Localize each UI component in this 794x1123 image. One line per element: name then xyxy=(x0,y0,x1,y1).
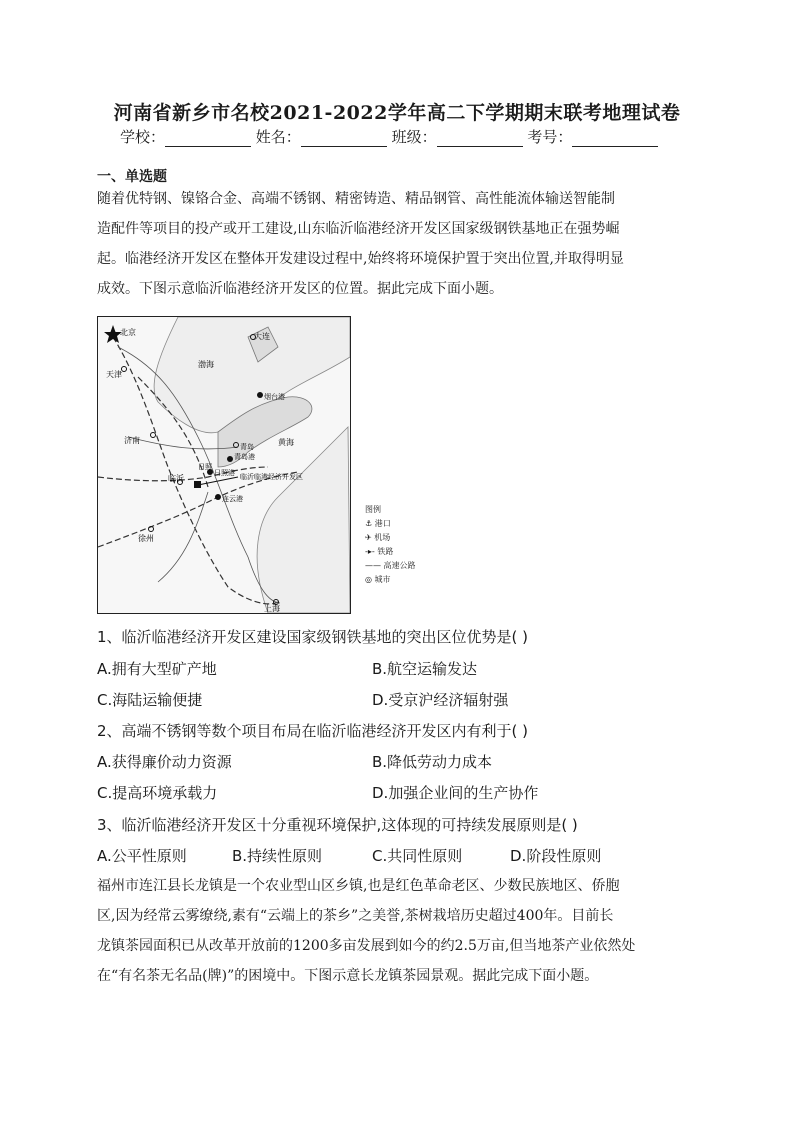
passage-2 xyxy=(97,871,697,991)
q1-option-d[interactable]: D.受京沪经济辐射强 xyxy=(372,691,509,709)
yellow-sea xyxy=(257,427,350,613)
name-label: 姓名： xyxy=(255,128,301,146)
class-blank[interactable] xyxy=(437,130,523,147)
question-1: 1、临沂临港经济开发区建设国家级钢铁基地的突出区位优势是( ) xyxy=(97,628,529,646)
city-dot-icon xyxy=(151,433,156,438)
legend-title: 图例 xyxy=(365,505,381,514)
q1-option-c[interactable]: C.海陆运输便捷 xyxy=(97,691,203,709)
q2-option-b[interactable]: B.降低劳动力成本 xyxy=(372,753,493,771)
airplane-icon: ✈ xyxy=(365,533,375,542)
legend-port: ⚓ 港口 xyxy=(365,519,391,528)
label-linyi: 临沂 xyxy=(168,474,184,483)
label-jinan: 济南 xyxy=(124,436,140,445)
label-shanghai: 上海 xyxy=(264,604,280,613)
school-blank[interactable] xyxy=(165,130,251,147)
port-icon xyxy=(227,456,233,462)
railway-symbol-icon: -▸- xyxy=(365,547,378,556)
expressway-symbol-icon: —— xyxy=(365,561,384,570)
exam-number-blank[interactable] xyxy=(572,130,658,147)
legend-airport: ✈ 机场 xyxy=(365,533,391,542)
label-rizhao: 日照 xyxy=(198,463,212,471)
passage-line: 造配件等项目的投产或开工建设,山东临沂临港经济开发区国家级钢铁基地正在强势崛 xyxy=(97,221,620,237)
label-lianyungang: 连云港 xyxy=(222,495,243,503)
q3-option-a[interactable]: A.公平性原则 xyxy=(97,847,187,865)
name-blank[interactable] xyxy=(301,130,387,147)
legend-railway: -▸- 铁路 xyxy=(365,547,394,556)
q3-option-c[interactable]: C.共同性原则 xyxy=(372,847,463,865)
label-bohai: 渤海 xyxy=(198,360,214,369)
q1-option-a[interactable]: A.拥有大型矿产地 xyxy=(97,660,217,678)
q3-option-d[interactable]: D.阶段性原则 xyxy=(510,847,602,865)
label-qingdaogang: 青岛港 xyxy=(234,453,255,461)
label-yantai: 烟台港 xyxy=(264,393,285,401)
label-huanghai: 黄海 xyxy=(278,438,294,447)
label-rizhaogang: 日照港 xyxy=(214,469,235,477)
legend-city: ◎ 城市 xyxy=(365,575,391,584)
legend-expressway: —— 高速公路 xyxy=(365,561,416,570)
passage-line: 龙镇茶园面积已从改革开放前的1200多亩发展到如今的约2.5万亩,但当地茶产业依然处 xyxy=(97,938,636,954)
label-tianjin: 天津 xyxy=(106,370,122,379)
q3-option-b[interactable]: B.持续性原则 xyxy=(232,847,323,865)
passage-line: 成效。下图示意临沂临港经济开发区的位置。据此完成下面小题。 xyxy=(97,281,503,297)
anchor-icon: ⚓ xyxy=(365,519,375,528)
student-info-line xyxy=(120,126,658,147)
class-label: 班级： xyxy=(391,128,437,146)
q2-option-a[interactable]: A.获得廉价动力资源 xyxy=(97,753,232,771)
label-linggang: 临沂临港经济开发区 xyxy=(240,473,303,481)
school-label: 学校： xyxy=(120,128,166,146)
q2-option-d[interactable]: D.加强企业间的生产协作 xyxy=(372,784,539,802)
exam-number-label: 考号： xyxy=(527,128,573,146)
passage-line: 福州市连江县长龙镇是一个农业型山区乡镇,也是红色革命老区、少数民族地区、侨胞 xyxy=(97,878,620,894)
question-3: 3、临沂临港经济开发区十分重视环境保护,这体现的可持续发展原则是( ) xyxy=(97,816,578,834)
q1-option-b[interactable]: B.航空运输发达 xyxy=(372,660,478,678)
passage-line: 起。临港经济开发区在整体开发建设过程中,始终将环境保护置于突出位置,并取得明显 xyxy=(97,251,624,267)
passage-line: 在“有名茶无名品(牌)”的困境中。下图示意长龙镇茶园景观。据此完成下面小题。 xyxy=(97,968,599,984)
section-title: 一、单选题 xyxy=(97,169,167,185)
label-xuzhou: 徐州 xyxy=(138,534,154,543)
map-svg xyxy=(98,317,350,613)
question-2: 2、高端不锈钢等数个项目布局在临沂临港经济开发区内有利于( ) xyxy=(97,722,529,740)
label-beijing: 北京 xyxy=(120,328,136,337)
passage-line: 区,因为经常云雾缭绕,素有“云端上的茶乡”之美誉,茶树栽培历史超过400年。目前长 xyxy=(97,908,614,924)
city-symbol-icon: ◎ xyxy=(365,575,375,584)
passage-1 xyxy=(97,184,697,304)
label-dalian: 大连 xyxy=(254,332,270,341)
passage-line: 随着优特钢、镍铬合金、高端不锈钢、精密铸造、精品钢管、高性能流体输送智能制 xyxy=(97,191,615,207)
label-qingdao: 青岛 xyxy=(240,443,254,451)
location-map xyxy=(97,316,351,614)
city-dot-icon xyxy=(122,367,127,372)
map-legend xyxy=(365,503,416,587)
q2-option-c[interactable]: C.提高环境承载力 xyxy=(97,784,218,802)
exam-title: 河南省新乡市名校2021-2022学年高二下学期期末联考地理试卷 xyxy=(113,102,681,124)
port-icon xyxy=(215,494,221,500)
port-icon xyxy=(257,392,263,398)
